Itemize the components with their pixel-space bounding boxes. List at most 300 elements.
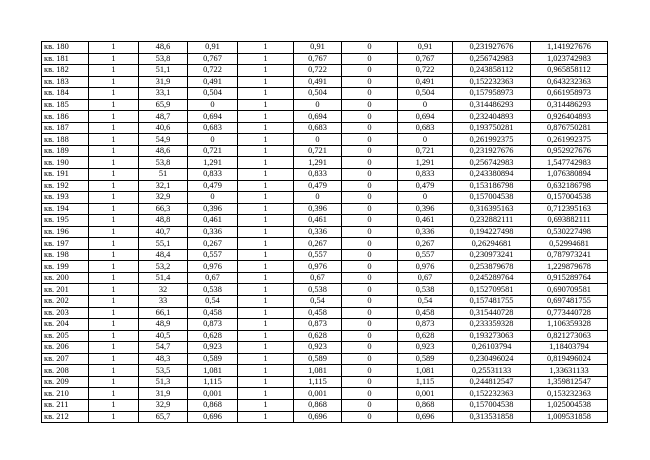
cell-count: 1	[89, 376, 139, 388]
cell-apartment: кв. 194	[42, 203, 89, 215]
cell-value-c: 0,589	[398, 353, 453, 365]
cell-share: 0,244812547	[453, 376, 531, 388]
cell-factor: 1	[238, 296, 294, 308]
cell-share: 0,261992375	[453, 134, 531, 146]
cell-zero: 0	[342, 99, 398, 111]
cell-factor: 1	[238, 215, 294, 227]
cell-count: 1	[89, 353, 139, 365]
cell-value-b: 0,54	[294, 296, 342, 308]
cell-zero: 0	[342, 296, 398, 308]
cell-zero: 0	[342, 169, 398, 181]
cell-area: 54,7	[139, 342, 188, 354]
cell-apartment: кв. 185	[42, 99, 89, 111]
cell-factor: 1	[238, 365, 294, 377]
cell-apartment: кв. 206	[42, 342, 89, 354]
table-row	[42, 65, 608, 77]
cell-value-b: 0,721	[294, 145, 342, 157]
cell-total: 1,023742983	[531, 53, 608, 65]
table-row	[42, 272, 608, 284]
cell-area: 65,9	[139, 99, 188, 111]
cell-apartment: кв. 192	[42, 180, 89, 192]
cell-apartment: кв. 199	[42, 261, 89, 273]
cell-value-a: 0,628	[188, 330, 238, 342]
cell-apartment: кв. 198	[42, 249, 89, 261]
cell-value-b: 0,67	[294, 272, 342, 284]
cell-value-b: 0	[294, 134, 342, 146]
cell-total: 0,821273063	[531, 330, 608, 342]
cell-value-a: 0,504	[188, 88, 238, 100]
cell-zero: 0	[342, 192, 398, 204]
cell-total: 0,530227498	[531, 226, 608, 238]
cell-apartment: кв. 181	[42, 53, 89, 65]
cell-value-c: 0	[398, 192, 453, 204]
table-row	[42, 99, 608, 111]
cell-apartment: кв. 201	[42, 284, 89, 296]
cell-value-a: 0,54	[188, 296, 238, 308]
cell-area: 48,9	[139, 319, 188, 331]
cell-apartment: кв. 187	[42, 122, 89, 134]
cell-count: 1	[89, 365, 139, 377]
cell-area: 51,1	[139, 65, 188, 77]
table-row	[42, 342, 608, 354]
cell-count: 1	[89, 88, 139, 100]
cell-share: 0,193750281	[453, 122, 531, 134]
cell-count: 1	[89, 145, 139, 157]
cell-value-c: 0,479	[398, 180, 453, 192]
cell-share: 0,26103794	[453, 342, 531, 354]
cell-area: 33	[139, 296, 188, 308]
cell-count: 1	[89, 399, 139, 411]
cell-area: 32,1	[139, 180, 188, 192]
cell-apartment: кв. 205	[42, 330, 89, 342]
cell-zero: 0	[342, 284, 398, 296]
table-row	[42, 330, 608, 342]
cell-total: 1,359812547	[531, 376, 608, 388]
cell-total: 0,952927676	[531, 145, 608, 157]
cell-value-a: 0,461	[188, 215, 238, 227]
cell-area: 53,8	[139, 157, 188, 169]
cell-zero: 0	[342, 203, 398, 215]
cell-share: 0,256742983	[453, 53, 531, 65]
cell-zero: 0	[342, 399, 398, 411]
cell-share: 0,157958973	[453, 88, 531, 100]
cell-total: 0,632186798	[531, 180, 608, 192]
cell-value-b: 0,91	[294, 42, 342, 54]
cell-area: 53,2	[139, 261, 188, 273]
cell-share: 0,26294681	[453, 238, 531, 250]
cell-zero: 0	[342, 249, 398, 261]
cell-count: 1	[89, 99, 139, 111]
cell-count: 1	[89, 203, 139, 215]
cell-apartment: кв. 195	[42, 215, 89, 227]
document-sheet	[41, 41, 607, 423]
cell-count: 1	[89, 122, 139, 134]
cell-value-c: 1,081	[398, 365, 453, 377]
cell-value-b: 1,291	[294, 157, 342, 169]
cell-total: 0,52994681	[531, 238, 608, 250]
cell-zero: 0	[342, 180, 398, 192]
cell-factor: 1	[238, 99, 294, 111]
cell-share: 0,233359328	[453, 319, 531, 331]
cell-count: 1	[89, 157, 139, 169]
cell-count: 1	[89, 342, 139, 354]
cell-value-b: 0,628	[294, 330, 342, 342]
cell-total: 0,876750281	[531, 122, 608, 134]
cell-factor: 1	[238, 76, 294, 88]
cell-apartment: кв. 209	[42, 376, 89, 388]
cell-area: 48,6	[139, 42, 188, 54]
cell-value-c: 0,67	[398, 272, 453, 284]
table-row	[42, 376, 608, 388]
cell-value-c: 0,267	[398, 238, 453, 250]
cell-area: 48,8	[139, 215, 188, 227]
cell-apartment: кв. 210	[42, 388, 89, 400]
table-row	[42, 388, 608, 400]
cell-factor: 1	[238, 53, 294, 65]
cell-factor: 1	[238, 65, 294, 77]
cell-value-b: 0	[294, 192, 342, 204]
cell-value-b: 0,696	[294, 411, 342, 423]
cell-share: 0,152709581	[453, 284, 531, 296]
cell-zero: 0	[342, 53, 398, 65]
cell-value-b: 0,458	[294, 307, 342, 319]
cell-total: 1,141927676	[531, 42, 608, 54]
cell-count: 1	[89, 65, 139, 77]
cell-apartment: кв. 204	[42, 319, 89, 331]
cell-zero: 0	[342, 111, 398, 123]
cell-share: 0,232404893	[453, 111, 531, 123]
cell-value-b: 0,976	[294, 261, 342, 273]
cell-factor: 1	[238, 330, 294, 342]
cell-value-c: 0,976	[398, 261, 453, 273]
cell-count: 1	[89, 272, 139, 284]
cell-value-b: 0,504	[294, 88, 342, 100]
cell-apartment: кв. 189	[42, 145, 89, 157]
table-row	[42, 122, 608, 134]
cell-value-c: 0,721	[398, 145, 453, 157]
cell-zero: 0	[342, 307, 398, 319]
cell-value-b: 0,461	[294, 215, 342, 227]
cell-area: 40,7	[139, 226, 188, 238]
cell-zero: 0	[342, 365, 398, 377]
cell-value-a: 0,538	[188, 284, 238, 296]
cell-value-b: 0,683	[294, 122, 342, 134]
cell-value-b: 0,557	[294, 249, 342, 261]
cell-value-c: 0	[398, 99, 453, 111]
cell-apartment: кв. 203	[42, 307, 89, 319]
table-row	[42, 238, 608, 250]
cell-value-a: 0,479	[188, 180, 238, 192]
table-row	[42, 180, 608, 192]
cell-total: 0,643232363	[531, 76, 608, 88]
cell-value-c: 0,923	[398, 342, 453, 354]
table-body	[42, 42, 608, 423]
table-row	[42, 261, 608, 273]
cell-share: 0,157004538	[453, 399, 531, 411]
cell-value-a: 1,291	[188, 157, 238, 169]
cell-value-a: 0,001	[188, 388, 238, 400]
cell-value-c: 0,396	[398, 203, 453, 215]
cell-value-a: 0,833	[188, 169, 238, 181]
cell-value-b: 0,336	[294, 226, 342, 238]
cell-share: 0,157004538	[453, 192, 531, 204]
cell-value-c: 0,504	[398, 88, 453, 100]
table-row	[42, 88, 608, 100]
cell-value-c: 0,722	[398, 65, 453, 77]
cell-value-c: 0,696	[398, 411, 453, 423]
cell-area: 32,9	[139, 192, 188, 204]
cell-count: 1	[89, 261, 139, 273]
cell-factor: 1	[238, 111, 294, 123]
cell-share: 0,25531133	[453, 365, 531, 377]
cell-value-a: 0,336	[188, 226, 238, 238]
cell-count: 1	[89, 42, 139, 54]
cell-total: 0,690709581	[531, 284, 608, 296]
table-row	[42, 226, 608, 238]
cell-share: 0,231927676	[453, 145, 531, 157]
cell-value-c: 0,54	[398, 296, 453, 308]
cell-value-a: 0,396	[188, 203, 238, 215]
cell-apartment: кв. 183	[42, 76, 89, 88]
cell-factor: 1	[238, 169, 294, 181]
cell-count: 1	[89, 238, 139, 250]
cell-value-c: 0	[398, 134, 453, 146]
cell-apartment: кв. 184	[42, 88, 89, 100]
cell-apartment: кв. 191	[42, 169, 89, 181]
cell-count: 1	[89, 296, 139, 308]
table-row	[42, 192, 608, 204]
table-row	[42, 111, 608, 123]
cell-value-c: 0,557	[398, 249, 453, 261]
cell-value-b: 0,491	[294, 76, 342, 88]
cell-factor: 1	[238, 203, 294, 215]
cell-value-c: 0,694	[398, 111, 453, 123]
cell-total: 0,787973241	[531, 249, 608, 261]
cell-apartment: кв. 200	[42, 272, 89, 284]
cell-area: 40,5	[139, 330, 188, 342]
cell-share: 0,193273063	[453, 330, 531, 342]
cell-value-c: 0,833	[398, 169, 453, 181]
table-row	[42, 411, 608, 423]
cell-value-a: 0,873	[188, 319, 238, 331]
cell-share: 0,256742983	[453, 157, 531, 169]
cell-value-b: 0,722	[294, 65, 342, 77]
cell-total: 0,915289764	[531, 272, 608, 284]
cell-share: 0,243380894	[453, 169, 531, 181]
cell-share: 0,253879678	[453, 261, 531, 273]
cell-area: 33,1	[139, 88, 188, 100]
cell-area: 32,9	[139, 399, 188, 411]
cell-count: 1	[89, 76, 139, 88]
cell-value-b: 0,267	[294, 238, 342, 250]
cell-value-c: 1,291	[398, 157, 453, 169]
cell-zero: 0	[342, 319, 398, 331]
cell-share: 0,157481755	[453, 296, 531, 308]
cell-factor: 1	[238, 272, 294, 284]
cell-total: 1,009531858	[531, 411, 608, 423]
cell-value-b: 0,589	[294, 353, 342, 365]
cell-value-b: 1,115	[294, 376, 342, 388]
cell-share: 0,232882111	[453, 215, 531, 227]
cell-area: 48,4	[139, 249, 188, 261]
cell-factor: 1	[238, 88, 294, 100]
cell-zero: 0	[342, 330, 398, 342]
cell-apartment: кв. 188	[42, 134, 89, 146]
table-row	[42, 145, 608, 157]
cell-zero: 0	[342, 411, 398, 423]
cell-apartment: кв. 186	[42, 111, 89, 123]
cell-value-c: 1,115	[398, 376, 453, 388]
cell-apartment: кв. 212	[42, 411, 89, 423]
cell-share: 0,231927676	[453, 42, 531, 54]
cell-value-a: 0,694	[188, 111, 238, 123]
cell-factor: 1	[238, 122, 294, 134]
cell-value-c: 0,458	[398, 307, 453, 319]
cell-total: 0,661958973	[531, 88, 608, 100]
cell-factor: 1	[238, 226, 294, 238]
cell-area: 32	[139, 284, 188, 296]
cell-factor: 1	[238, 353, 294, 365]
cell-value-a: 0,458	[188, 307, 238, 319]
cell-value-b: 1,081	[294, 365, 342, 377]
cell-zero: 0	[342, 261, 398, 273]
cell-area: 51,4	[139, 272, 188, 284]
cell-value-c: 0,873	[398, 319, 453, 331]
cell-count: 1	[89, 330, 139, 342]
cell-value-b: 0	[294, 99, 342, 111]
cell-share: 0,230496024	[453, 353, 531, 365]
cell-area: 51	[139, 169, 188, 181]
cell-area: 48,3	[139, 353, 188, 365]
cell-value-a: 0,683	[188, 122, 238, 134]
cell-total: 0,926404893	[531, 111, 608, 123]
cell-share: 0,245289764	[453, 272, 531, 284]
cell-total: 1,547742983	[531, 157, 608, 169]
cell-zero: 0	[342, 388, 398, 400]
cell-total: 0,712395163	[531, 203, 608, 215]
table-row	[42, 203, 608, 215]
cell-value-a: 0,722	[188, 65, 238, 77]
cell-area: 53,8	[139, 53, 188, 65]
cell-factor: 1	[238, 284, 294, 296]
cell-apartment: кв. 197	[42, 238, 89, 250]
cell-factor: 1	[238, 180, 294, 192]
table-row	[42, 399, 608, 411]
cell-apartment: кв. 180	[42, 42, 89, 54]
cell-value-a: 0,589	[188, 353, 238, 365]
cell-factor: 1	[238, 399, 294, 411]
table-row	[42, 215, 608, 227]
cell-zero: 0	[342, 238, 398, 250]
cell-total: 1,18403794	[531, 342, 608, 354]
cell-share: 0,153186798	[453, 180, 531, 192]
cell-count: 1	[89, 215, 139, 227]
table-row	[42, 76, 608, 88]
cell-total: 1,025004538	[531, 399, 608, 411]
table-row	[42, 307, 608, 319]
cell-share: 0,315440728	[453, 307, 531, 319]
cell-factor: 1	[238, 307, 294, 319]
cell-count: 1	[89, 134, 139, 146]
cell-share: 0,314486293	[453, 99, 531, 111]
cell-value-a: 0,67	[188, 272, 238, 284]
cell-zero: 0	[342, 226, 398, 238]
cell-area: 55,1	[139, 238, 188, 250]
cell-count: 1	[89, 111, 139, 123]
cell-value-a: 1,081	[188, 365, 238, 377]
cell-total: 1,33631133	[531, 365, 608, 377]
cell-count: 1	[89, 319, 139, 331]
cell-count: 1	[89, 284, 139, 296]
cell-count: 1	[89, 307, 139, 319]
cell-value-a: 0,696	[188, 411, 238, 423]
cell-value-c: 0,538	[398, 284, 453, 296]
cell-value-b: 0,923	[294, 342, 342, 354]
cell-value-a: 0	[188, 192, 238, 204]
cell-value-a: 0,976	[188, 261, 238, 273]
cell-area: 40,6	[139, 122, 188, 134]
cell-value-c: 0,336	[398, 226, 453, 238]
cell-total: 1,076380894	[531, 169, 608, 181]
cell-area: 66,1	[139, 307, 188, 319]
cell-value-b: 0,001	[294, 388, 342, 400]
cell-value-a: 0,767	[188, 53, 238, 65]
cell-zero: 0	[342, 65, 398, 77]
cell-share: 0,152232363	[453, 388, 531, 400]
cell-value-a: 1,115	[188, 376, 238, 388]
cell-zero: 0	[342, 76, 398, 88]
cell-value-a: 0,557	[188, 249, 238, 261]
table-row	[42, 284, 608, 296]
table-row	[42, 249, 608, 261]
cell-value-c: 0,001	[398, 388, 453, 400]
cell-total: 0,697481755	[531, 296, 608, 308]
cell-apartment: кв. 196	[42, 226, 89, 238]
cell-factor: 1	[238, 145, 294, 157]
cell-value-b: 0,694	[294, 111, 342, 123]
cell-value-c: 0,491	[398, 76, 453, 88]
cell-count: 1	[89, 226, 139, 238]
cell-value-a: 0,721	[188, 145, 238, 157]
cell-count: 1	[89, 169, 139, 181]
cell-count: 1	[89, 411, 139, 423]
cell-share: 0,152232363	[453, 76, 531, 88]
cell-factor: 1	[238, 319, 294, 331]
cell-value-a: 0	[188, 99, 238, 111]
cell-value-a: 0,91	[188, 42, 238, 54]
cell-zero: 0	[342, 353, 398, 365]
cell-share: 0,194227498	[453, 226, 531, 238]
cell-value-b: 0,873	[294, 319, 342, 331]
cell-zero: 0	[342, 272, 398, 284]
cell-value-a: 0,491	[188, 76, 238, 88]
cell-total: 0,965858112	[531, 65, 608, 77]
cell-value-c: 0,91	[398, 42, 453, 54]
cell-total: 0,314486293	[531, 99, 608, 111]
cell-value-a: 0,868	[188, 399, 238, 411]
cell-total: 0,693882111	[531, 215, 608, 227]
table-row	[42, 296, 608, 308]
cell-apartment: кв. 193	[42, 192, 89, 204]
cell-factor: 1	[238, 134, 294, 146]
cell-value-b: 0,479	[294, 180, 342, 192]
cell-value-c: 0,767	[398, 53, 453, 65]
cell-area: 48,7	[139, 111, 188, 123]
cell-total: 0,773440728	[531, 307, 608, 319]
cell-total: 0,819496024	[531, 353, 608, 365]
cell-apartment: кв. 211	[42, 399, 89, 411]
cell-factor: 1	[238, 238, 294, 250]
